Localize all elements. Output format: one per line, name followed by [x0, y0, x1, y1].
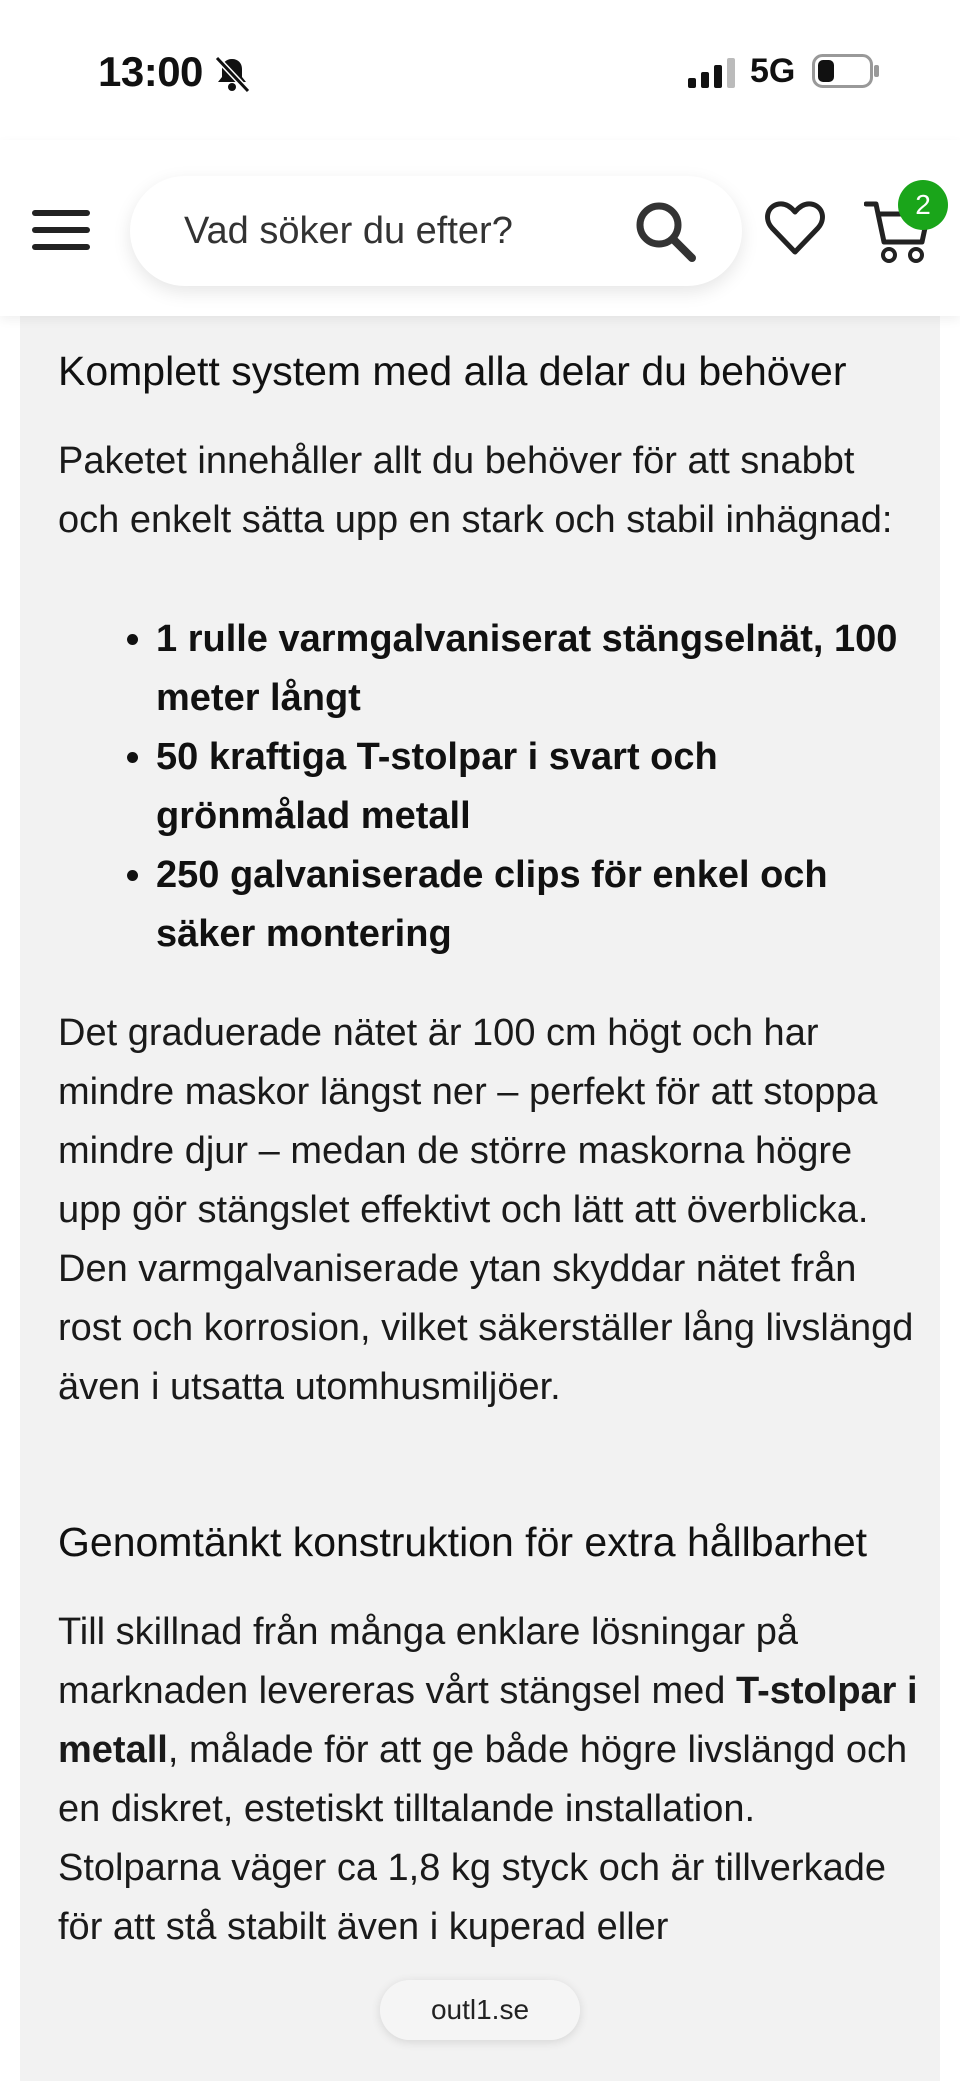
- browser-url-bar[interactable]: outl1.se: [380, 1980, 580, 2040]
- menu-icon[interactable]: [30, 208, 92, 252]
- body-paragraph: Det graduerade nätet är 100 cm högt och har mindre maskor längst ner – perfekt för att stoppa mindre djur – medan de större maskorna högre upp gör stängslet effektivt och lätt att överblicka. Den varmgalvaniserade ytan skyddar nätet från rost och korrosion, vilket säkerställer lång livslängd även i utsatta utomhusmiljöer.: [58, 1012, 914, 1408]
- body-paragraph: [58, 1603, 918, 1957]
- status-bar: [0, 0, 960, 140]
- list-item: • 1 rulle varmgalvaniserat stängselnät, 100 meter långt: [156, 610, 918, 728]
- signal-icon: [688, 58, 736, 88]
- network-label: 5G: [750, 52, 796, 90]
- list-item: • 50 kraftiga T-stolpar i svart och grönmålad metall: [156, 728, 918, 846]
- list-item: • 250 galvaniserade clips för enkel och säker montering: [156, 846, 918, 964]
- body-bold-text: T-stolpar i metall: [58, 1670, 918, 1771]
- product-description: [20, 316, 940, 2081]
- site-header: [0, 140, 960, 316]
- status-time: 13:00: [98, 48, 203, 95]
- cart-count-badge: 2: [898, 180, 948, 230]
- body-text: , målade för att ge både högre livslängd och en diskret, estetiskt tilltalande installation. Stolparna väger ca 1,8 kg styck och är tillverkade för att stå stabilt även i kuperad eller: [58, 1729, 908, 1948]
- intro-paragraph: Paketet innehåller allt du behöver för att snabbt och enkelt sätta upp en stark och stabil inhägnad:: [58, 440, 893, 541]
- body-text: Till skillnad från många enklare lösningar på marknaden levereras vårt stängsel med: [58, 1611, 798, 1712]
- search-icon[interactable]: [632, 198, 700, 266]
- heart-icon[interactable]: [764, 200, 826, 256]
- search-bar: [130, 176, 742, 286]
- battery-icon: [812, 54, 880, 88]
- section-heading: Genomtänkt konstruktion för extra hållbarhet: [58, 1519, 868, 1565]
- search-input[interactable]: [184, 206, 624, 256]
- section-heading: Komplett system med alla delar du behöver: [58, 348, 847, 394]
- feature-list: [58, 610, 918, 964]
- bell-slash-icon: [212, 54, 252, 94]
